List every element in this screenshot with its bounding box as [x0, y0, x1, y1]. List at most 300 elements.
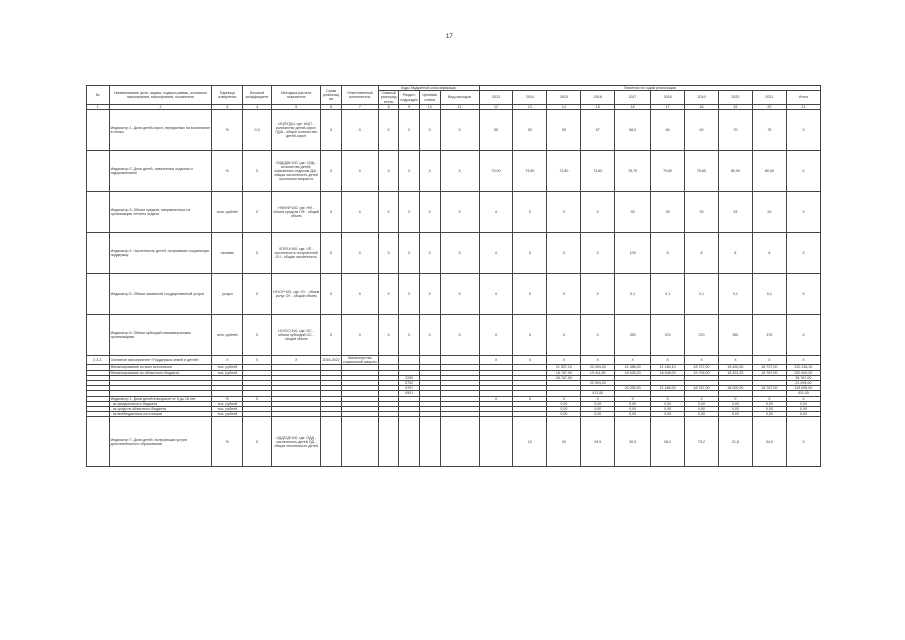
section-code: 0901 [399, 391, 420, 396]
value-cell: 0,00 [615, 412, 651, 417]
value-cell: 18 400,30 [718, 365, 752, 370]
value-cell: 0,00 [615, 407, 651, 412]
grbs-cell: X [378, 315, 399, 356]
value-cell: X [513, 315, 547, 356]
header-year: 2015 [547, 91, 581, 105]
indicator-row [87, 274, 821, 315]
value-cell: 200 400,00 [786, 370, 820, 375]
value-cell: 0,00 [651, 401, 685, 406]
value-cell: 50 [547, 110, 581, 151]
value-cell: 350 [718, 315, 752, 356]
row-number [87, 192, 110, 233]
header-year: 2020 [718, 91, 752, 105]
value-cell: X [615, 356, 651, 365]
header-term: Сроки реализации [321, 86, 342, 105]
indicator-row [87, 151, 821, 192]
value-cell: X [752, 356, 786, 365]
header-csr: Целевая статья [419, 91, 440, 105]
index-cell: 17 [651, 104, 685, 109]
value-cell: X [786, 315, 820, 356]
unit-cell: % [212, 110, 243, 151]
program-indicators-table [86, 85, 821, 467]
weight-cell: X [243, 233, 272, 274]
spacer-cell [419, 417, 440, 467]
value-cell: 30,5 [615, 417, 651, 467]
index-cell: 12 [479, 104, 513, 109]
indicator-row [87, 110, 821, 151]
vr-cell: X [440, 274, 479, 315]
term-cell: X [321, 315, 342, 356]
unit-cell: % [212, 417, 243, 467]
value-cell: X [479, 192, 513, 233]
indicator-name: Индикатор 1. Доля детей-сирот, переданных на воспитание в семьи [109, 110, 212, 151]
value-cell: 73,80 [581, 151, 615, 192]
value-cell: X [513, 274, 547, 315]
value-cell: X [685, 396, 719, 401]
value-cell: X [786, 356, 820, 365]
value-cell: 79,60 [651, 151, 685, 192]
value-cell: 0,00 [685, 412, 719, 417]
value-cell: 21 186,00 [651, 386, 685, 391]
value-cell: 18 787,00 [752, 386, 786, 391]
value-cell: X [685, 356, 719, 365]
value-cell: 29,5 [581, 417, 615, 467]
index-cell: 9 [399, 104, 420, 109]
grbs-cell: X [378, 110, 399, 151]
term-cell: 2016-2022 [321, 356, 342, 365]
weight-cell: X [243, 315, 272, 356]
spacer-cell [440, 417, 479, 467]
value-cell: X [479, 315, 513, 356]
value-cell: 34,0 [752, 417, 786, 467]
value-cell: 0,1 [615, 274, 651, 315]
header-total: Итого [786, 91, 820, 105]
value-cell: 0,00 [651, 407, 685, 412]
value-cell [479, 417, 513, 467]
value-cell: 0,00 [685, 407, 719, 412]
term-cell: X [321, 274, 342, 315]
row-number [87, 233, 110, 274]
finance-code-cell [440, 356, 479, 365]
value-cell: X [581, 233, 615, 274]
header-year: 2018 [651, 91, 685, 105]
row-number [87, 110, 110, 151]
csr-cell: X [419, 110, 440, 151]
section-cell: X [399, 315, 420, 356]
value-cell: X [581, 192, 615, 233]
indicator-row [87, 233, 821, 274]
value-cell: X [513, 396, 547, 401]
value-cell: X [581, 356, 615, 365]
value-cell: X [479, 396, 513, 401]
value-cell: X [513, 192, 547, 233]
weight-cell: X [243, 417, 272, 467]
method-cell: X [271, 356, 320, 365]
value-cell: 73,00 [479, 151, 513, 192]
term-cell: X [321, 233, 342, 274]
header-section: Раздел, подраздел [399, 91, 420, 105]
value-cell: X [651, 356, 685, 365]
weight-cell: X [243, 151, 272, 192]
value-cell: 28,0 [651, 417, 685, 467]
value-cell: 21 537,10 [547, 365, 581, 370]
csr-cell: X [419, 274, 440, 315]
value-cell: 19 411,80 [581, 370, 615, 375]
weight-cell: X [243, 274, 272, 315]
unit-cell: тыс. рублей [212, 365, 243, 370]
unit-cell: тыс. рублей [212, 401, 243, 406]
index-cell: 14 [547, 104, 581, 109]
value-cell: 18 787,00 [685, 386, 719, 391]
csr-cell: X [419, 233, 440, 274]
method-cell: НФ/ОФ*100, где: НФ - объем средств ОФ - общий объем [271, 192, 320, 233]
row-number: 2.3.3. [87, 356, 110, 365]
exec-cell: Министерство социальной защиты [343, 356, 377, 365]
value-cell: 75 [752, 110, 786, 151]
finance-code-cell [378, 356, 399, 365]
weight-cell: X [243, 396, 272, 401]
section-cell: X [399, 192, 420, 233]
value-cell: 21 094,00 [786, 381, 820, 386]
value-cell: 18 401,20 [718, 370, 752, 375]
unit-cell: % [212, 151, 243, 192]
grbs-cell: X [378, 274, 399, 315]
section-cell: X [399, 233, 420, 274]
value-cell: 18 787,00 [752, 370, 786, 375]
index-cell: 2 [109, 104, 212, 109]
value-cell: X [786, 396, 820, 401]
index-cell: 6 [321, 104, 342, 109]
value-cell: X [547, 396, 581, 401]
index-cell: 10 [419, 104, 440, 109]
index-cell: 11 [440, 104, 479, 109]
value-cell: X [547, 233, 581, 274]
unit-cell: тыс. рублей [212, 412, 243, 417]
value-cell: X [752, 396, 786, 401]
csr-cell: X [419, 151, 440, 192]
unit-cell: тыс. рублей [212, 407, 243, 412]
value-cell: X [786, 110, 820, 151]
vr-cell: X [440, 315, 479, 356]
value-cell: 210 138,10 [786, 365, 820, 370]
header-unit: Единица измерения [212, 86, 243, 105]
value-cell: X [513, 233, 547, 274]
header-year: 2021 [752, 91, 786, 105]
weight-cell: 0,3 [243, 110, 272, 151]
value-cell: 0,00 [786, 407, 820, 412]
method-cell: ИЦП/ГДШ, где: ИЦП - количество детей-сирот, ГДШ - общее количество детей-сирот [271, 110, 320, 151]
index-cell: 7 [341, 104, 378, 109]
header-finance-group: Коды бюджетной классификации [378, 86, 479, 91]
value-cell: 18 000,00 [718, 386, 752, 391]
exec-cell: X [341, 110, 378, 151]
value-cell: 50 [479, 110, 513, 151]
index-cell: 4 [243, 104, 272, 109]
indicator-name: Индикатор 4. Численность детей, получивших социальную поддержку [109, 233, 212, 274]
header-years-group: Значения по годам реализации [479, 86, 820, 91]
value-cell: 18 727,00 [685, 365, 719, 370]
header-method: Методика расчета показателя [271, 86, 320, 105]
value-cell: 57 [581, 110, 615, 151]
section-code: 2200 [399, 375, 420, 380]
value-cell: X [513, 356, 547, 365]
section-cell: X [399, 110, 420, 151]
value-cell: X [547, 274, 581, 315]
header-year: 2016 [581, 91, 615, 105]
value-cell: 21 180,10 [651, 365, 685, 370]
sub-name: - из внебюджетных источников [109, 412, 212, 417]
index-cell: 8 [378, 104, 399, 109]
csr-cell: X [419, 192, 440, 233]
weight-cell: X [243, 356, 272, 365]
method-cell: НС/ОС*100, где: НС - объем субсидий ОС - общий объем [271, 315, 320, 356]
value-cell: 370 [651, 315, 685, 356]
index-cell: 15 [581, 104, 615, 109]
indicator-name: Индикатор 6. Объем субсидий некоммерческим организациям [109, 315, 212, 356]
value-cell: 93 [718, 192, 752, 233]
unit-cell: тыс. рублей [212, 370, 243, 375]
index-cell: 16 [615, 104, 651, 109]
value-cell: 8 [718, 233, 752, 274]
value-cell: 79,60 [685, 151, 719, 192]
value-cell: 0,00 [786, 412, 820, 417]
value-cell: X [786, 233, 820, 274]
value-cell: X [786, 192, 820, 233]
indicator-name: Индикатор 3. Объем средств, направленных на организацию летнего отдыха [109, 192, 212, 233]
sub-name: Индикатор 1. Доля детей в возрасте от 5 до 18 лет [109, 396, 212, 401]
value-cell: X [581, 315, 615, 356]
indicator-name: Индикатор 7. Доля детей, получающих услуги дополнительного образования [109, 417, 212, 467]
index-cell: 5 [271, 104, 320, 109]
method-cell: НУ/ОУ*100, где: НУ - объем услуг ОУ - общий объем [271, 274, 320, 315]
value-cell: 0,1 [651, 274, 685, 315]
value-cell: 8 [685, 233, 719, 274]
spacer-cell [378, 417, 399, 467]
value-cell: 0,00 [615, 401, 651, 406]
value-cell: 0,00 [685, 401, 719, 406]
value-cell: 411,00 [581, 391, 615, 396]
value-cell: 93 [615, 192, 651, 233]
value-cell: 8 [651, 233, 685, 274]
value-cell: 0,00 [786, 401, 820, 406]
value-cell: 0,00 [718, 401, 752, 406]
exec-cell: X [341, 192, 378, 233]
value-cell: 18 787,00 [547, 370, 581, 375]
value-cell: 0,00 [752, 412, 786, 417]
value-cell: X [718, 356, 752, 365]
value-cell: 60 [651, 110, 685, 151]
finance-name: Финансирование из всех источников [109, 365, 212, 370]
value-cell: X [615, 396, 651, 401]
value-cell: 0,00 [547, 412, 581, 417]
term-cell: X [321, 192, 342, 233]
header-year: 2014 [513, 91, 547, 105]
exec-cell: X [341, 274, 378, 315]
value-cell: 20 095,00 [615, 386, 651, 391]
unit-cell: % [212, 396, 243, 401]
section-code: 0702 [399, 381, 420, 386]
value-cell: 0,00 [718, 412, 752, 417]
unit-cell: млн. рублей [212, 192, 243, 233]
index-cell: 18 [685, 104, 719, 109]
value-cell: 26 [547, 417, 581, 467]
value-cell: 105 [615, 233, 651, 274]
header-year: 2013 [479, 91, 513, 105]
method-cell: ОДД/ОД*100, где: ОДД - численность детей ОД - общая численность детей [271, 417, 320, 467]
value-cell: 0,00 [752, 401, 786, 406]
value-cell: 0,00 [651, 412, 685, 417]
index-cell: 21 [786, 104, 820, 109]
value-cell: 370 [752, 315, 786, 356]
value-cell: 21,8 [718, 417, 752, 467]
value-cell: X [786, 151, 820, 192]
value-cell: 21 486,00 [615, 365, 651, 370]
value-cell: 93 [752, 192, 786, 233]
value-cell: 73,60 [513, 151, 547, 192]
value-cell: X [479, 233, 513, 274]
section-code: 0707 [399, 386, 420, 391]
value-cell: 0,00 [547, 407, 581, 412]
value-cell: 0,00 [718, 407, 752, 412]
finance-code-cell [399, 356, 420, 365]
value-cell: 63 [685, 110, 719, 151]
value-cell: 93 [685, 192, 719, 233]
vr-cell: X [440, 233, 479, 274]
row-number [87, 274, 110, 315]
header-weight: Весовой коэффициент [243, 86, 272, 105]
row-number [87, 151, 110, 192]
value-cell: 70 [718, 110, 752, 151]
value-cell: 22 094,00 [581, 365, 615, 370]
value-cell: 370 [685, 315, 719, 356]
value-cell: 53 [513, 110, 547, 151]
value-cell: X [479, 274, 513, 315]
value-cell: 80,00 [752, 151, 786, 192]
value-cell: 10 [513, 417, 547, 467]
indicator-row [87, 417, 821, 467]
grbs-cell: X [378, 192, 399, 233]
row-number [87, 417, 110, 467]
value-cell: 0,00 [581, 412, 615, 417]
unit-cell: млн. рублей [212, 315, 243, 356]
index-cell: 20 [752, 104, 786, 109]
exec-cell: X [341, 233, 378, 274]
value-cell: 18 737,00 [752, 365, 786, 370]
vr-cell: X [440, 192, 479, 233]
value-cell: 8 [752, 233, 786, 274]
value-cell: X [786, 417, 820, 467]
value-cell: 76,70 [615, 151, 651, 192]
activity-row [87, 356, 821, 365]
term-cell: X [321, 110, 342, 151]
value-cell: X [581, 396, 615, 401]
section-cell: X [399, 151, 420, 192]
finance-name: Финансирование из областного бюджета [109, 370, 212, 375]
value-cell: X [718, 396, 752, 401]
unit-cell: услуга [212, 274, 243, 315]
header-num: № [87, 86, 110, 105]
value-cell: 0,1 [752, 274, 786, 315]
spacer-cell [341, 417, 378, 467]
grbs-cell: X [378, 233, 399, 274]
page-number: 17 [446, 34, 453, 40]
sub-name: - из средств областного бюджета [109, 407, 212, 412]
value-cell: 411,00 [786, 391, 820, 396]
value-cell: 119 095,00 [786, 386, 820, 391]
header-grbs: Главный распорядитель [378, 91, 399, 105]
program-table-container [86, 85, 821, 467]
value-cell: 0,1 [718, 274, 752, 315]
value-cell: X [547, 192, 581, 233]
spacer-cell [321, 417, 342, 467]
index-cell: 19 [718, 104, 752, 109]
header-year: 2019 [685, 91, 719, 105]
value-cell: 0,1 [685, 274, 719, 315]
term-cell: X [321, 151, 342, 192]
vr-cell: X [440, 110, 479, 151]
header-vr: Вид расходов [440, 91, 479, 105]
value-cell: 0,00 [581, 401, 615, 406]
indicator-row [87, 315, 821, 356]
value-cell: 18 638,00 [651, 370, 685, 375]
value-cell: 19 796,00 [685, 370, 719, 375]
value-cell: 58,0 [615, 110, 651, 151]
row-number [87, 315, 110, 356]
index-cell: 1 [87, 104, 110, 109]
weight-cell: X [243, 192, 272, 233]
value-cell: X [547, 315, 581, 356]
value-cell: 73,80 [547, 151, 581, 192]
method-cell: ЧП/ОЧ*100, где: ЧП - численность получателей ОЧ - общая численность [271, 233, 320, 274]
method-cell: ОЗД/ДШ*100, где: ОЗД - количество детей, охваченных отдыхом ДШ - общая численность детей школьного возраста [271, 151, 320, 192]
value-cell: 0,00 [752, 407, 786, 412]
indicator-row [87, 192, 821, 233]
sub-name: - из федерального бюджета [109, 401, 212, 406]
unit-cell: X [212, 356, 243, 365]
indicator-name: Индикатор 5. Объем оказанной государственной услуги [109, 274, 212, 315]
value-cell: X [479, 356, 513, 365]
value-cell: X [581, 274, 615, 315]
indicator-name: Индикатор 2. Доля детей, охваченных отдыхом и оздоровлением [109, 151, 212, 192]
section-cell: X [399, 274, 420, 315]
index-cell: 13 [513, 104, 547, 109]
value-cell: 93 [651, 192, 685, 233]
value-cell: X [786, 274, 820, 315]
value-cell: 18 436,20 [615, 370, 651, 375]
exec-cell: X [341, 151, 378, 192]
exec-cell: X [341, 315, 378, 356]
value-cell: 350 [615, 315, 651, 356]
unit-cell: человек [212, 233, 243, 274]
spacer-cell [399, 417, 420, 467]
value-cell: X [547, 356, 581, 365]
vr-cell: X [440, 151, 479, 192]
header-name: Наименование цели, задачи, подпрограммы, основного мероприятия, мероприятия, показателя [109, 86, 212, 105]
header-year: 2017 [615, 91, 651, 105]
value-cell: 26 787,00 [786, 375, 820, 380]
value-cell: 26 787,00 [547, 375, 581, 380]
grbs-cell: X [378, 151, 399, 192]
activity-name: Основное мероприятие «Поддержка семей и детей» [109, 356, 212, 365]
finance-code-cell [419, 356, 440, 365]
value-cell: 0,00 [581, 407, 615, 412]
value-cell: X [651, 396, 685, 401]
value-cell: 0,00 [547, 401, 581, 406]
value-cell: 73,2 [685, 417, 719, 467]
header-exec: Ответственный исполнитель [341, 86, 378, 105]
value-cell: 22 094,00 [581, 381, 615, 386]
index-cell: 3 [212, 104, 243, 109]
